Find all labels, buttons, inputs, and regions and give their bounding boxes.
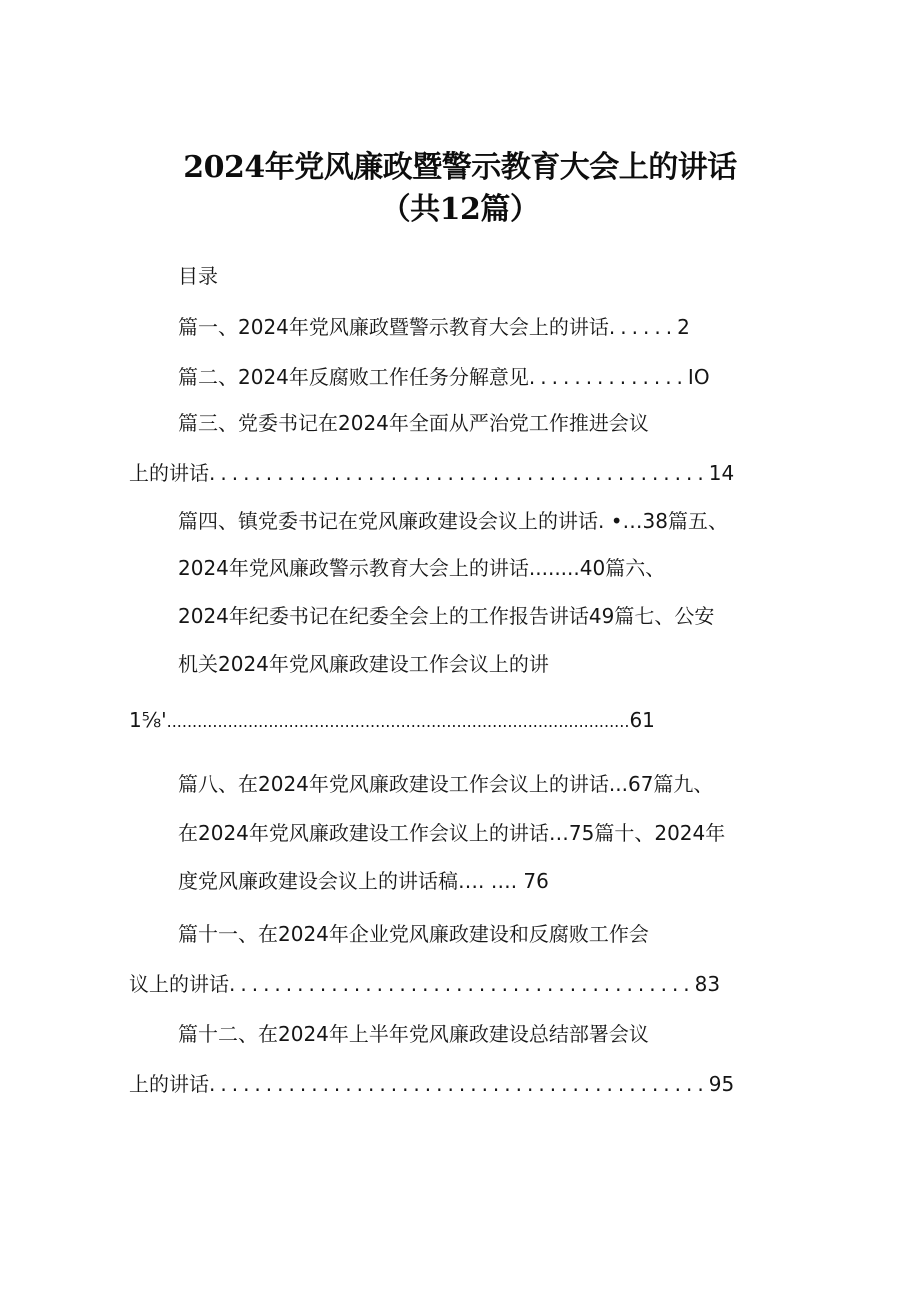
toc-entry-11-page: 83 <box>694 972 721 996</box>
toc-entry-7-line1[interactable]: 机关2024年党风廉政建设工作会议上的讲 <box>178 652 549 676</box>
toc-entry-12-page: 95 <box>708 1072 735 1096</box>
toc-entry-8[interactable]: 篇八、在2024年党风廉政建设工作会议上的讲话...67篇九、 <box>178 772 714 796</box>
toc-entry-1-leader: ...... <box>608 315 678 339</box>
toc-entry-1-page: 2 <box>677 315 690 339</box>
toc-entry-5[interactable]: 2024年党风廉政警示教育大会上的讲话........40篇六、 <box>178 556 666 580</box>
toc-entry-3-text: 上的讲话 <box>129 461 209 485</box>
toc-entry-12-text: 上的讲话 <box>129 1072 209 1096</box>
toc-entry-7-leader: ........................................................................................... <box>166 712 630 731</box>
toc-entry-11-text: 议上的讲话 <box>129 972 229 996</box>
toc-entry-3-page: 14 <box>708 461 735 485</box>
toc-entry-12-leader: ............................................ <box>209 1072 709 1096</box>
toc-heading: 目录 <box>178 264 218 288</box>
toc-entry-1-text: 篇一、2024年党风廉政暨警示教育大会上的讲话 <box>178 315 609 339</box>
toc-entry-2-text: 篇二、2024年反腐败工作任务分解意见 <box>178 365 529 389</box>
toc-entry-10[interactable]: 度党风廉政建设会议上的讲话稿…. …. 76 <box>178 869 549 893</box>
toc-entry-12[interactable] <box>129 1071 734 1097</box>
toc-entry-2-leader: .............. <box>528 365 688 389</box>
toc-entry-1[interactable] <box>178 314 690 340</box>
toc-entry-3-line1[interactable]: 篇三、党委书记在2024年全面从严治党工作推进会议 <box>178 411 649 435</box>
toc-entry-11-line1[interactable]: 篇十一、在2024年企业党风廉政建设和反腐败工作会 <box>178 922 649 946</box>
toc-entry-11[interactable] <box>129 971 720 997</box>
toc-entry-2-page: IO <box>687 365 710 389</box>
toc-entry-12-line1[interactable]: 篇十二、在2024年上半年党风廉政建设总结部署会议 <box>178 1022 649 1046</box>
toc-entry-7-text: 1⅝' <box>129 708 167 732</box>
toc-entry-6[interactable]: 2024年纪委书记在纪委全会上的工作报告讲话49篇七、公安 <box>178 604 715 628</box>
toc-entry-11-leader: ......................................... <box>229 972 695 996</box>
document-title: 2024年党风廉政暨警示教育大会上的讲话 <box>183 150 737 185</box>
toc-entry-2[interactable] <box>178 364 710 390</box>
toc-entry-3-leader: ............................................ <box>209 461 709 485</box>
toc-entry-3[interactable] <box>129 460 734 486</box>
document-subtitle: （共12篇） <box>380 192 540 227</box>
toc-entry-7-page: 61 <box>629 708 655 732</box>
toc-entry-9[interactable]: 在2024年党风廉政建设工作会议上的讲话…75篇十、2024年 <box>178 821 726 845</box>
toc-entry-4[interactable]: 篇四、镇党委书记在党风廉政建设会议上的讲话. •…38篇五、 <box>178 509 728 533</box>
toc-entry-7[interactable] <box>129 707 655 735</box>
